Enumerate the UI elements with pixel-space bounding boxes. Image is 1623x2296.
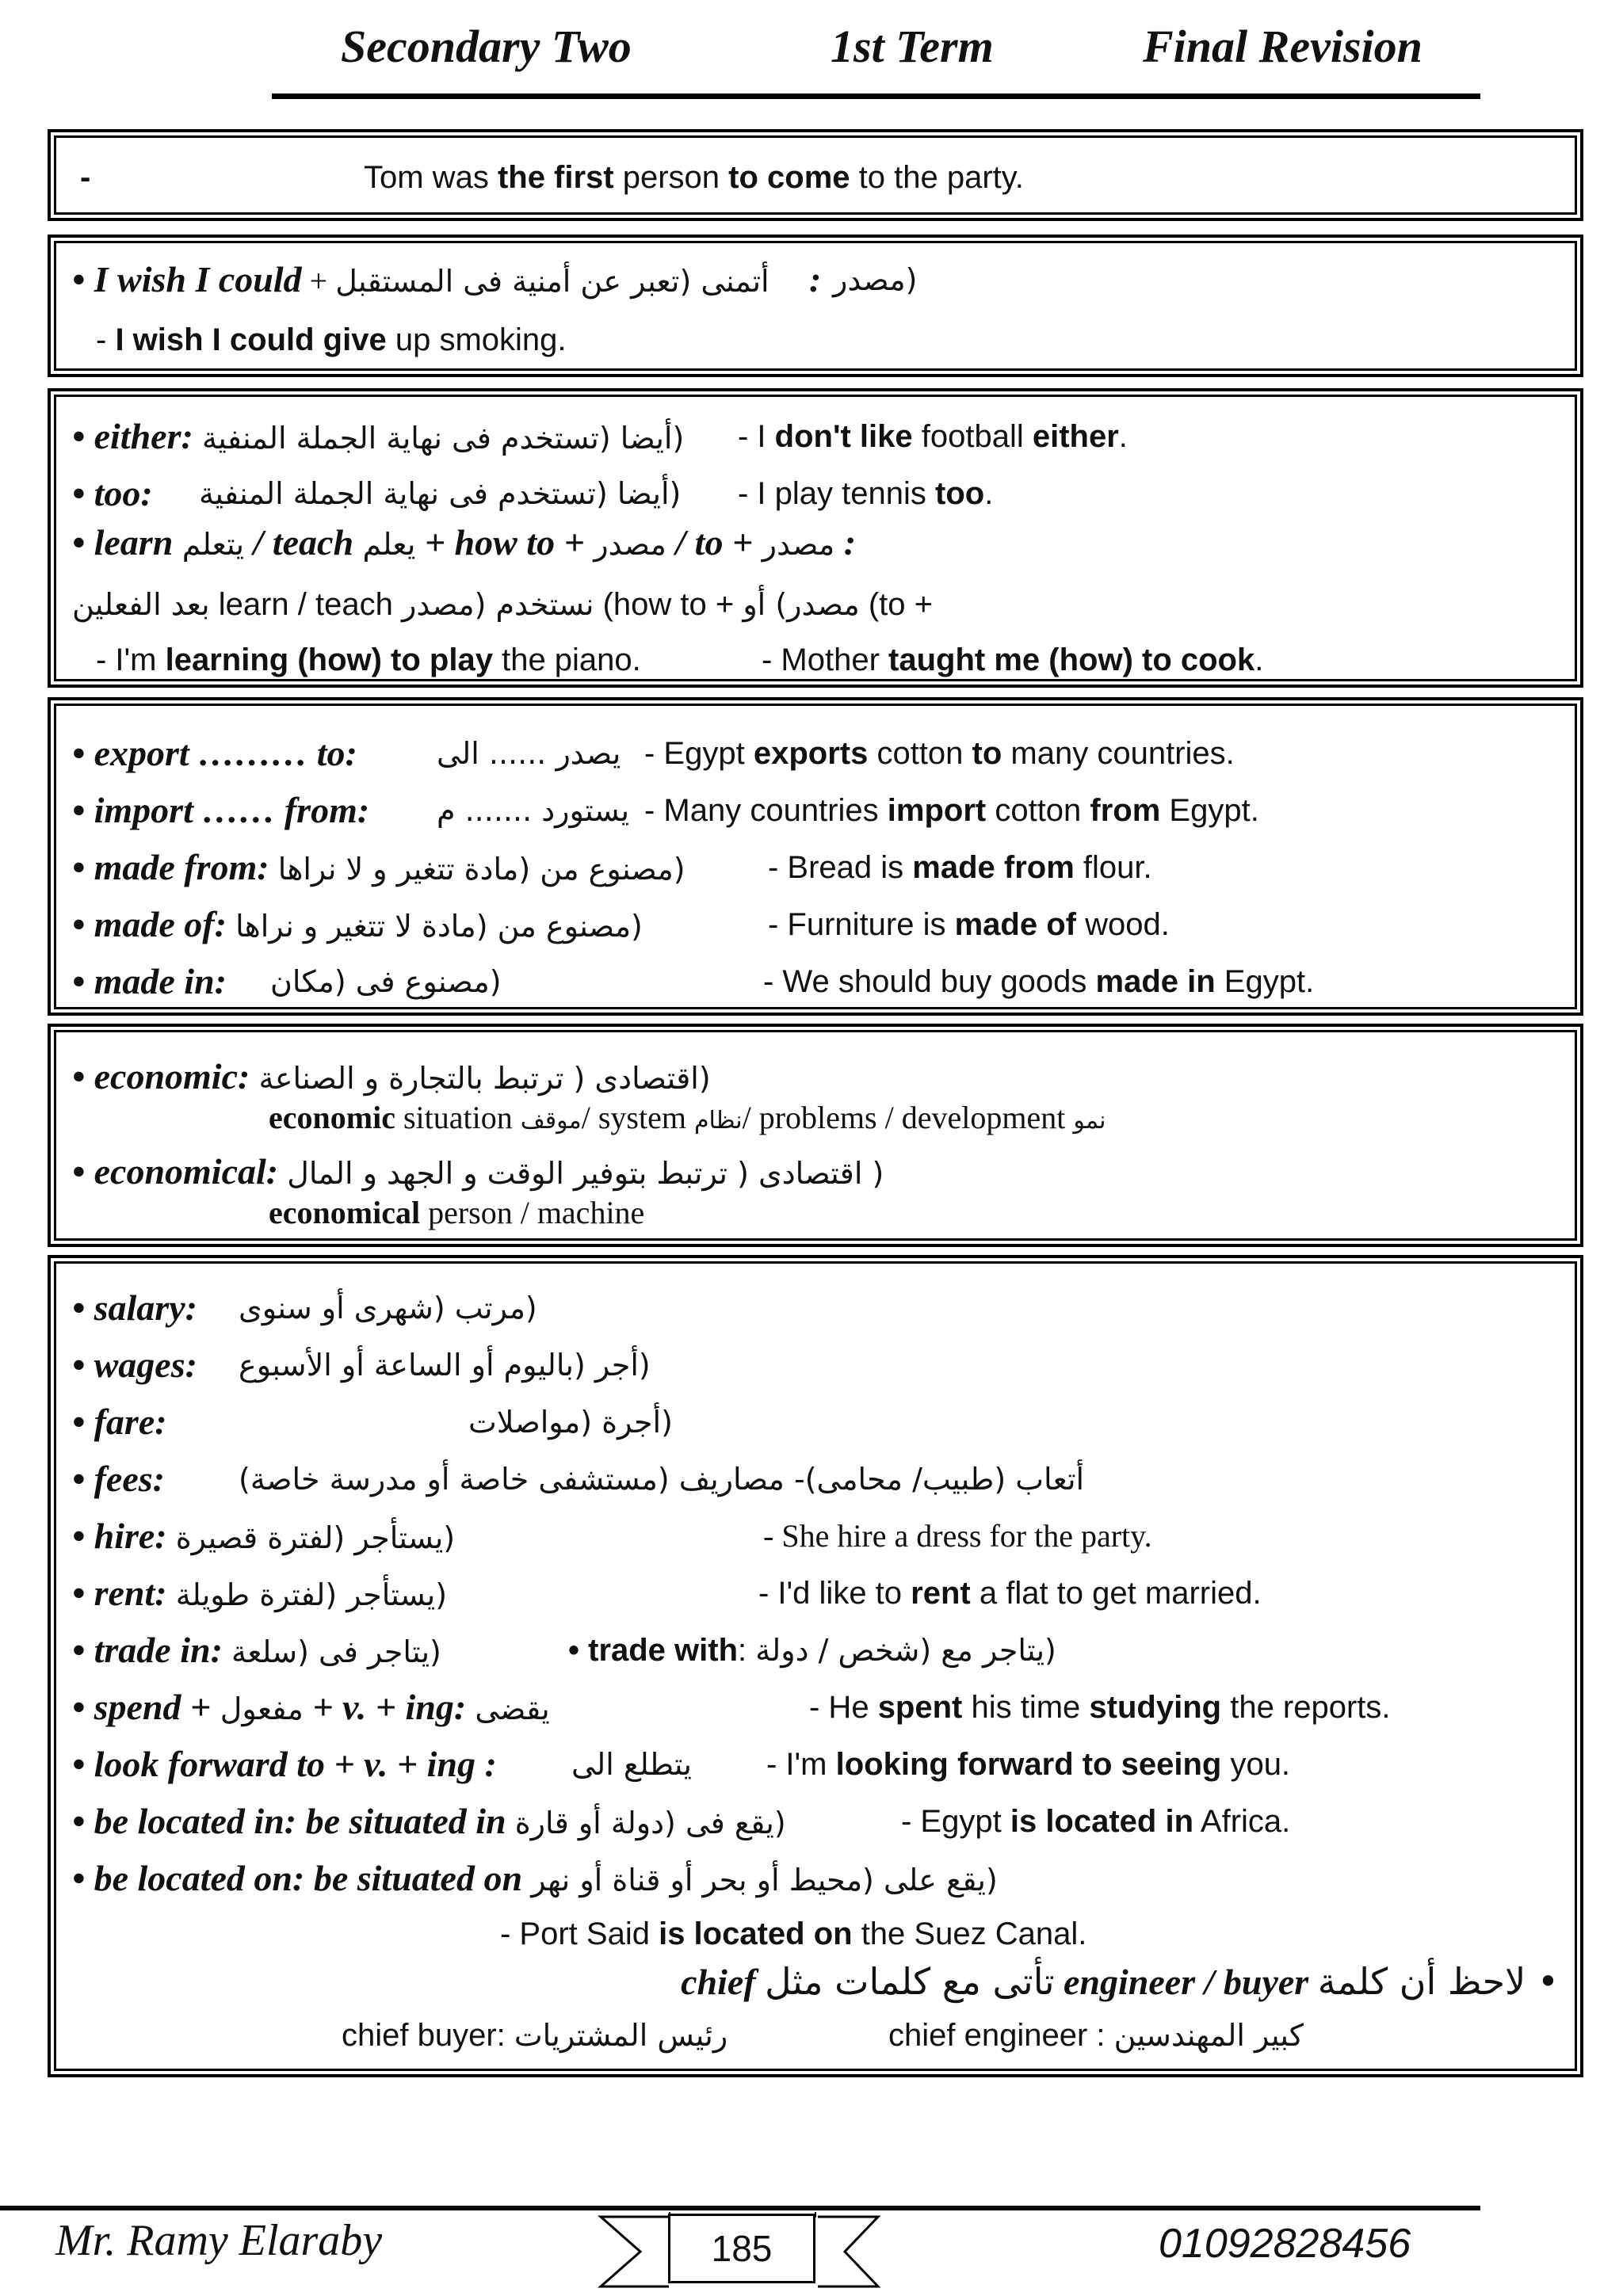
header-right: Final Revision: [1143, 21, 1423, 72]
box-first-person: [48, 129, 1583, 221]
box-economic: • economic: (اقتصادى ( ترتبط بالتجارة و الصناعة economic situation موقف/ system نظام/ problems / development نمو • economical: ( اقتصادى ( ترتبط بتوفير الوقت و الجهد و المال economical person / machine: [48, 1024, 1583, 1247]
box-vocabulary: • salary: (مرتب (شهرى أو سنوى • wages: (أجر (باليوم أو الساعة أو الأسبوع • fare: (أجرة (مواصلات • fees: أتعاب (طبيب/ محامى)- مصاريف (مستشفى خاصة أو مدرسة خاصة) • hire: (يستأجر (لفترة قصيرة - She hire a dress for the party. • rent: (يستأجر (لفترة طويلة - I'd like to rent a flat to get married. • trade in: (يتاجر فى (سلعة • trade with: (يتاجر مع (شخص / دولة • spend + مفعول + v. + ing: يقضى - He spent his time studying the reports. • look forward to + v. + ing : يتطلع الى - I'm looking forward to seeing you. • be located in: be situated in (يقع فى (دولة أو قارة - Egypt is located in Africa. • be located on: be situated on (يقع على (محيط أو بحر أو قناة أو نهر - Port Said is located on the Suez Canal. • لاحظ أن كلمة chief تأتى مع كلمات مثل engineer / buyer chief buyer: رئيس المشتريات chief engineer : كبير المهندسين: [48, 1255, 1583, 2077]
page-number: 185: [668, 2214, 815, 2283]
header-rule: [272, 93, 1480, 99]
author-name: Mr. Ramy Elaraby: [55, 2216, 383, 2265]
box-wish: • I wish I could + أتمنى (تعبر عن أمنية فى المستقبل : (مصدر - I wish I could give up smoking.: [48, 235, 1583, 377]
footer-rule: [0, 2206, 1480, 2210]
example-sentence: Tom was the first person to come to the party.: [364, 160, 1024, 195]
header-left: Secondary Two: [341, 21, 632, 72]
box-either-learn: • either: (أيضا (تستخدم فى نهاية الجملة المنفية - I don't like football either. • too: (أيضا (تستخدم فى نهاية الجملة المنفية - I play tennis too. • learn يتعلم / teach يعلم + how to + مصدر / to + مصدر : بعد الفعلين learn / teach نستخدم (مصدر (how to + مصدر) أو (to + - I'm learning (how) to play the piano. - Mother taught me (how) to cook.: [48, 388, 1583, 688]
box-export-made: • export ……… to: يصدر ...... الى - Egypt exports cotton to many countries. • import …… from: يستورد ....... م - Many countries import cotton from Egypt. • made from: (مصنوع من (مادة تتغير و لا نراها - Bread is made from flour. • made of: (مصنوع من (مادة لا تتغير و نراها - Furniture is made of wood. • made in: (مصنوع فى (مكان - We should buy goods made in Egypt.: [48, 697, 1583, 1016]
header-center: 1st Term: [831, 21, 994, 72]
dash: -: [80, 160, 91, 195]
phone-number: 01092828456: [1159, 2221, 1411, 2267]
